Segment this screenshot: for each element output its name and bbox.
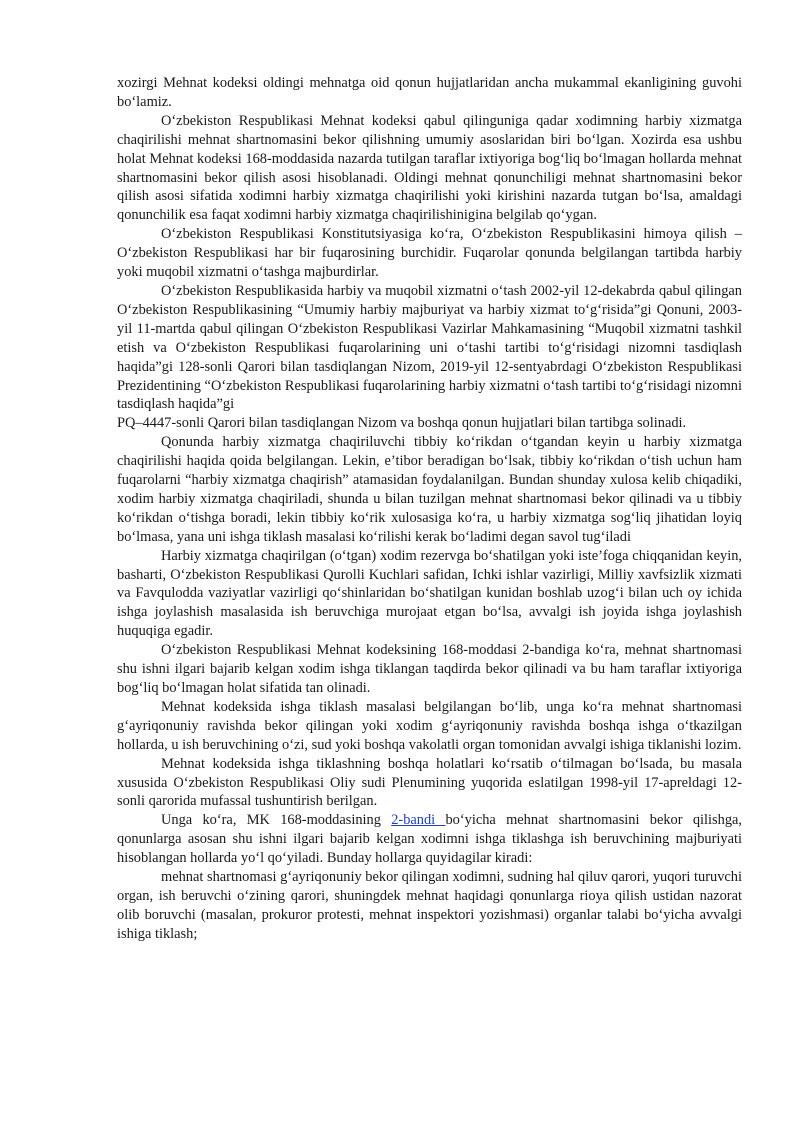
paragraph: PQ–4447-sonli Qarori bilan tasdiqlangan Nizom va boshqa qonun hujjatlari bilan tartibga solinadi.	[117, 415, 687, 432]
paragraph: O‘zbekiston Respublikasi Mehnat kodeksi qabul qilinguniga qadar xodimning harbiy xizmatga chaqirilishi mehnat shartnomasini bekor qilishning umumiy asoslaridan biri bo‘lgan. Xozirda esa ushbu holat Mehnat kodeksi 168-moddasida nazarda tutilgan taraflar ixtiyoriga bog‘liq bo‘lmagan hollarda mehnat shartnomasini bekor qilish asosi hisoblanadi. Oldingi mehnat qonunchiligi mehnat shartnomasini bekor qilish asosi sifatida xodimni harbiy xizmatga chaqirilishi yoki kirishini nazarda tutgan bo‘lsa, amaldagi qonunchilik esa faqat xodimni harbiy xizmatga chaqirilishinigina belgilab qo‘ygan.	[117, 112, 742, 224]
paragraph: Mehnat kodeksida ishga tiklash masalasi belgilangan bo‘lib, unga ko‘ra mehnat shartnomasi g‘ayriqonuniy ravishda bekor qilingan yoki xodim g‘ayriqonuniy ravishda boshqa ishga o‘tkazilgan hollarda, u ish beruvchining o‘zi, sud yoki boshqa vakolatli organ tomonidan avvalgi ishiga tiklanishi lozim.	[117, 698, 742, 753]
paragraph: O‘zbekiston Respublikasida harbiy va muqobil xizmatni o‘tash 2002-yil 12-dekabrda qabul qilingan O‘zbekiston Respublikasining “Umumiy harbiy majburiyat va harbiy xizmat to‘g‘risida”gi Qonuni, 2003-yil 11-martda qabul qilingan O‘zbekiston Respublikasi Vazirlar Mahkamasining “Muqobil xizmatni tashkil etish va O‘zbekiston Respublikasi fuqarolarining uni o‘tashi tartibi to‘g‘risidagi nizomni tasdiqlash haqida”gi 128-sonli Qarori bilan tasdiqlangan Nizom, 2019-yil 12-sentyabrdagi O‘zbekiston Respublikasi Prezidentining “O‘zbekiston Respublikasi fuqarolarining harbiy xizmatni o‘tash tartibi to‘g‘risidagi nizomni tasdiqlash haqida”gi	[117, 282, 742, 413]
paragraph: O‘zbekiston Respublikasi Mehnat kodeksining 168-moddasi 2-bandiga ko‘ra, mehnat shartnomasi shu ishni ilgari bajarib kelgan xodim ishga tiklangan taqdirda bekor qilinadi va bu ham taraflar ixtiyoriga bog‘liq bo‘lmagan holat sifatida tan olinadi.	[117, 642, 742, 696]
paragraph-text: bo‘yicha mehnat shartnomasini bekor qilishga, qonunlarga asosan shu ishni ilgari bajarib kelgan xodimni ishga tiklashga ish beruvchining majburiyati hisoblangan hollarda yo‘l qo‘yiladi. Bunday hollarga quyidagilar kiradi:	[117, 812, 743, 867]
paragraph: Qonunda harbiy xizmatga chaqiriluvchi tibbiy ko‘rikdan o‘tgandan keyin u harbiy xizmatga chaqirilishi haqida qoida belgilangan. Lekin, e’tibor beradigan bo‘lsak, tibbiy ko‘rikdan o‘tish uchun ham fuqarolarni “harbiy xizmatga chaqirish” atamasidan foydalanilgan. Bundan shunday xulosa kelib chiqadiki, xodim harbiy xizmatga chaqiriladi, shunda u bilan tuzilgan mehnat shartnomasi bekor qilinadi va u tibbiy ko‘rikdan o‘tishga boradi, lekin tibbiy ko‘rik xulosasiga ko‘ra, u harbiy xizmatga sog‘liq jihatidan loyiq bo‘lmasa, yana uni ishga tiklash masalasi ko‘rilishi kerak bo‘ladimi degan savol tug‘iladi	[117, 434, 742, 545]
paragraph: Mehnat kodeksida ishga tiklashning boshqa holatlari ko‘rsatib o‘tilmagan bo‘lsada, bu masala xususida O‘zbekiston Respublikasi Oliy sudi Plenumining yuqorida eslatilgan 1998-yil 17-apreldagi 12-sonli qarorida mufassal tushuntirish berilgan.	[117, 755, 742, 810]
paragraph: xozirgi Mehnat kodeksi oldingi mehnatga oid qonun hujjatlaridan ancha mukammal ekanligining guvohi bo‘lamiz.	[117, 75, 742, 110]
paragraph: O‘zbekiston Respublikasi Konstitutsiyasiga ko‘ra, O‘zbekiston Respublikasini himoya qilish – O‘zbekiston Respublikasi har bir fuqarosining burchidir. Fuqarolar qonunda belgilangan tartibda harbiy yoki muqobil xizmatni o‘tashga majburdirlar.	[117, 226, 742, 281]
paragraph: Harbiy xizmatga chaqirilgan (o‘tgan) xodim rezervga bo‘shatilgan yoki iste’foga chiqqanidan keyin, basharti, O‘zbekiston Respublikasi Qurolli Kuchlari safidan, Ichki ishlar vazirligi, Milliy xavfsizlik xizmati va Favqulodda vaziyatlar vazirligi qo‘shinlaridan bo‘shatilgan kunidan boshlab uzog‘i bilan uch oy ichida ishga joylashish masalasida ish beruvchiga murojaat etgan bo‘lsa, avvalgi ish joyida ishga joylashish huquqiga egadir.	[117, 547, 742, 640]
paragraph-text: Unga ko‘ra, MK 168-moddasining	[161, 812, 392, 829]
article-link[interactable]: 2-bandi	[391, 812, 446, 829]
paragraph: mehnat shartnomasi g‘ayriqonuniy bekor qilingan xodimni, sudning hal qiluv qarori, yuqori turuvchi organ, ish beruvchi o‘zining qarori, shuningdek mehnat haqidagi qonunlarga rioya qilish ustidan nazorat olib boruvchi (masalan, prokuror protesti, mehnat inspektori yozishmasi) organlar talabi bo‘yicha avvalgi ishiga tiklash;	[117, 869, 742, 942]
paragraph-with-link	[117, 811, 742, 868]
document-page	[117, 74, 742, 944]
